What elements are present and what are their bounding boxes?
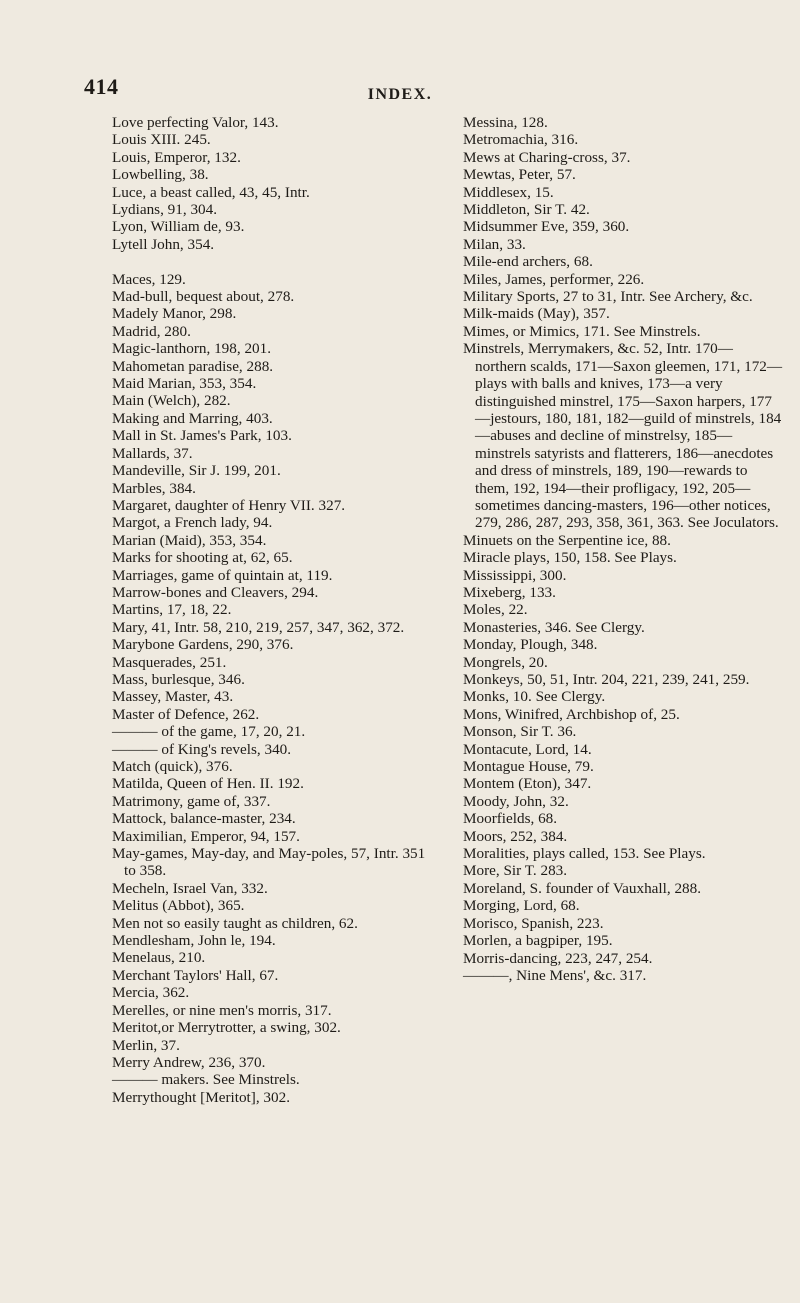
index-entry: Mallards, 37. [112, 444, 193, 462]
index-column-left [112, 114, 432, 1106]
index-entry: Marybone Gardens, 290, 376. [112, 636, 294, 654]
index-entry: Morisco, Spanish, 223. [463, 914, 604, 932]
index-entry: Mongrels, 20. [463, 653, 548, 671]
index-entry: Marriages, game of quintain at, 119. [112, 566, 333, 584]
index-entry: Mixeberg, 133. [463, 583, 556, 601]
index-entry: Moors, 252, 384. [463, 827, 568, 845]
index-entry: Luce, a beast called, 43, 45, Intr. [112, 183, 310, 201]
index-entry: Lytell John, 354. [112, 235, 215, 253]
index-entry: Mews at Charing-cross, 37. [463, 148, 631, 166]
index-entry: Minstrels, Merrymakers, &c. 52, Intr. 170—northern scalds, 171—Saxon gleemen, 171, 172—plays with balls and knives, 173—a very distinguished minstrel, 175—Saxon harpers, 177—jestours, 180, 181, 182—guild of minstrels, 184—abuses and decline of minstrelsy, 185—minstrels satyrists and flatterers, 186—anecdotes and dress of minstrels, 189, 190—rewards to them, 192, 194—their profligacy, 192, 205—sometimes dancing-masters, 196—other notices, 279, 286, 287, 293, 358, 361, 363. See Joculators. [463, 340, 783, 532]
index-entry: Martins, 17, 18, 22. [112, 601, 232, 619]
index-entry: Morris-dancing, 223, 247, 254. [463, 949, 653, 967]
index-entry: Mississippi, 300. [463, 566, 567, 584]
index-entry: May-games, May-day, and May-poles, 57, Intr. 351 to 358. [112, 845, 426, 880]
index-entry: Main (Welch), 282. [112, 392, 231, 410]
index-entry: Mass, burlesque, 346. [112, 670, 245, 688]
index-entry: Minuets on the Serpentine ice, 88. [463, 531, 671, 549]
index-entry: Merry Andrew, 236, 370. [112, 1053, 266, 1071]
index-entry: Meritot,or Merrytrotter, a swing, 302. [112, 1019, 341, 1037]
index-entry: Mattock, balance-master, 234. [112, 810, 296, 828]
index-entry: Monkeys, 50, 51, Intr. 204, 221, 239, 241, 259. [463, 671, 750, 688]
index-entry: Maid Marian, 353, 354. [112, 375, 257, 393]
index-entry: Margaret, daughter of Henry VII. 327. [112, 496, 346, 514]
index-entry: Marks for shooting at, 62, 65. [112, 549, 293, 567]
index-entry: Military Sports, 27 to 31, Intr. See Archery, &c. [463, 288, 753, 306]
index-entry: Monday, Plough, 348. [463, 636, 598, 654]
index-entry: Montague House, 79. [463, 758, 594, 776]
index-entry: Mimes, or Mimics, 171. See Minstrels. [463, 322, 701, 340]
index-entry: Moles, 22. [463, 601, 528, 619]
index-entry: Making and Marring, 403. [112, 409, 273, 427]
index-entry: ——— makers. See Minstrels. [112, 1071, 300, 1089]
index-entry: Menelaus, 210. [112, 949, 206, 967]
index-entry: ———, Nine Mens', &c. 317. [463, 966, 647, 984]
index-entry: Messina, 128. [463, 114, 548, 131]
index-column-right [463, 114, 783, 984]
index-entry: Moreland, S. founder of Vauxhall, 288. [463, 879, 702, 897]
index-entry: Montacute, Lord, 14. [463, 740, 592, 758]
index-entry: Matilda, Queen of Hen. II. 192. [112, 775, 304, 793]
index-entry: Match (quick), 376. [112, 758, 233, 776]
index-entry: Moody, John, 32. [463, 792, 569, 810]
index-entry: Moorfields, 68. [463, 810, 558, 828]
index-entry: Merlin, 37. [112, 1036, 180, 1054]
index-entry: Mons, Winifred, Archbishop of, 25. [463, 705, 680, 723]
page-number: 414 [84, 74, 119, 99]
index-entry: Louis, Emperor, 132. [112, 148, 241, 166]
index-entry: Massey, Master, 43. [112, 688, 234, 706]
index-entry: Lyon, William de, 93. [112, 218, 245, 236]
running-head: INDEX. [367, 86, 433, 103]
index-entry: Marbles, 384. [112, 479, 196, 497]
index-entry: Merelles, or nine men's morris, 317. [112, 1001, 332, 1019]
index-entry: Mary, 41, Intr. 58, 210, 219, 257, 347, 362, 372. [112, 618, 405, 636]
index-entry: Miracle plays, 150, 158. See Plays. [463, 549, 677, 567]
index-entry: Matrimony, game of, 337. [112, 792, 271, 810]
index-entry: Middlesex, 15. [463, 183, 554, 201]
index-entry: Milan, 33. [463, 235, 526, 253]
index-entry: Moralities, plays called, 153. See Plays. [463, 845, 706, 863]
index-entry: Morging, Lord, 68. [463, 897, 580, 915]
index-entry: Maces, 129. [112, 270, 186, 288]
index-entry: Midsummer Eve, 359, 360. [463, 218, 630, 236]
index-entry: Marian (Maid), 353, 354. [112, 531, 267, 549]
index-entry: Maximilian, Emperor, 94, 157. [112, 827, 300, 845]
index-entry: Monasteries, 346. See Clergy. [463, 618, 645, 636]
index-entry: Monks, 10. See Clergy. [463, 688, 606, 706]
index-entry: Magic-lanthorn, 198, 201. [112, 340, 272, 358]
index-entry: Madrid, 280. [112, 322, 191, 340]
index-entry: Mendlesham, John le, 194. [112, 932, 276, 950]
index-entry: Mecheln, Israel Van, 332. [112, 879, 268, 897]
index-entry: Mad-bull, bequest about, 278. [112, 288, 295, 306]
index-entry: Margot, a French lady, 94. [112, 514, 273, 532]
index-entry: Louis XIII. 245. [112, 131, 211, 149]
index-entry: Morlen, a bagpiper, 195. [463, 932, 613, 950]
index-entry: Men not so easily taught as children, 62. [112, 914, 358, 932]
index-entry: Monson, Sir T. 36. [463, 723, 577, 741]
index-entry: Madely Manor, 298. [112, 305, 237, 323]
index-entry: Masquerades, 251. [112, 653, 227, 671]
index-entry: Mahometan paradise, 288. [112, 357, 274, 375]
index-entry: Melitus (Abbot), 365. [112, 897, 245, 915]
index-entry: More, Sir T. 283. [463, 862, 568, 880]
index-entry: Mile-end archers, 68. [463, 253, 593, 271]
index-entry: Merrythought [Meritot], 302. [112, 1088, 291, 1106]
index-entry: Milk-maids (May), 357. [463, 305, 610, 323]
index-entry: Mewtas, Peter, 57. [463, 166, 576, 184]
index-entry: Merchant Taylors' Hall, 67. [112, 966, 279, 984]
index-entry: Lydians, 91, 304. [112, 201, 218, 219]
index-entry: Mandeville, Sir J. 199, 201. [112, 462, 281, 480]
index-entry: Master of Defence, 262. [112, 705, 260, 723]
index-entry: Mercia, 362. [112, 984, 190, 1002]
index-entry: Miles, James, performer, 226. [463, 270, 645, 288]
index-entry: Montem (Eton), 347. [463, 775, 592, 793]
index-entry: ——— of King's revels, 340. [112, 740, 292, 758]
index-entry: ——— of the game, 17, 20, 21. [112, 723, 306, 741]
index-entry: Lowbelling, 38. [112, 166, 209, 184]
index-entry: Love perfecting Valor, 143. [112, 114, 279, 131]
index-entry: Mall in St. James's Park, 103. [112, 427, 292, 445]
index-entry: Metromachia, 316. [463, 131, 579, 149]
index-entry: Marrow-bones and Cleavers, 294. [112, 583, 319, 601]
index-entry: Middleton, Sir T. 42. [463, 201, 590, 219]
